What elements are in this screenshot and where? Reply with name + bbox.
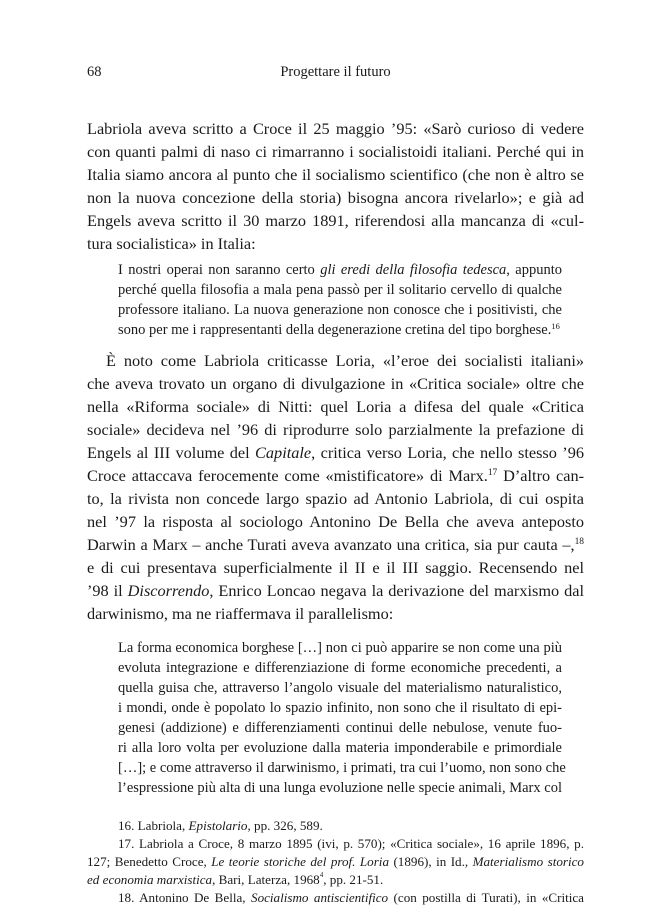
body-line: tura socialistica» in Italia: (87, 234, 256, 253)
body-line: con quanti palmi di naso ci rimarranno i socialistoidi italiani. Perché qui in (87, 142, 584, 161)
body-line: Darwin a Marx – anche Turati aveva avanzato una critica, sia pur cauta –,$^{18}$ (87, 535, 584, 554)
body-line: darwinismo, ma ne riaffermava il parallelismo: (87, 604, 394, 623)
footnote-17-line: 127; Benedetto Croce, Le teorie storiche del prof. Loria (1896), in Id., Materialismo storico (87, 854, 584, 869)
footnote-ref-16: 16 (551, 321, 560, 331)
body-line: non la nuova concezione della storia) bisogna ancora rivelarlo»; e già ad (87, 188, 584, 207)
quote-line: perché quella filosofia a mala pena passò per il solitario cervello di qualche (118, 282, 562, 298)
body-line: Labriola aveva scritto a Croce il 25 maggio ’95: «Sarò curioso di vedere (87, 119, 584, 138)
running-head (87, 62, 584, 82)
quote-line: ri alla loro volta per evoluzione dalla materia imponderabile e primordiale (118, 740, 562, 756)
quote-line: professore italiano. La nuova generazione non conosce che i positivisti, che (118, 302, 562, 318)
body-line: to, la rivista non concede largo spazio ad Antonio Labriola, di cui ospita (87, 489, 584, 508)
quote-line: evoluta integrazione e differenziazione di forme economiche precedenti, a (118, 660, 562, 676)
quote-line: quella guisa che, attraverso l’angolo visuale del materialismo naturalistico, (118, 680, 562, 696)
body-line: È noto come Labriola criticasse Loria, «l’eroe dei socialisti italiani» (106, 351, 584, 370)
footnote-17: 17. Labriola a Croce, 8 marzo 1895 (ivi, p. 570); «Critica sociale», 16 aprile 1896, p. (118, 836, 584, 851)
quote-line: […]; e come attraverso il darwinismo, i primati, tra cui l’uomo, non sono che (118, 760, 566, 776)
body-line: nella «Riforma sociale» di Nitti: quel Loria a difesa del quale «Critica (87, 397, 584, 416)
body-line: Engels al III volume del Capitale, critica verso Loria, che nello stesso ’96 (87, 443, 584, 462)
body-line: sociale» decideva nel ’96 di riprodurre solo parzialmente la prefazione di (87, 420, 584, 439)
footnote-18: 18. Antonino De Bella, Socialismo antiscientifico (con postilla di Turati), in «Critica (118, 890, 584, 905)
body-line: che aveva trovato un organo di divulgazione in «Critica sociale» oltre che (87, 374, 584, 393)
quote-line: genesi (addizione) e differenziamenti continui delle nebulose, venute fuo- (118, 720, 562, 736)
page-number: 68 (87, 64, 102, 80)
quote-line: l’espressione più alta di una lunga evoluzione nelle specie animali, Marx col (118, 780, 562, 796)
quote-line: La forma economica borghese […] non ci può apparire se non come una più (118, 640, 562, 656)
footnote-16: 16. Labriola, Epistolario, pp. 326, 589. (118, 818, 323, 833)
body-line: Italia siamo ancora al punto che il socialismo scientifico (che non è altro se (87, 165, 584, 184)
body-line: Engels aveva scritto il 30 marzo 1891, riferendosi alla mancanza di «cul- (87, 211, 584, 230)
body-line: Croce attaccava ferocemente come «mistificatore» di Marx.$^{17}$ D’altro can- (87, 466, 585, 485)
quote-line: i mondi, onde è popolato lo spazio infinito, non sono che il risultato di epi- (118, 700, 562, 716)
quote-line: sono per me i rappresentanti della degenerazione cretina del tipo borghese.$^{16}$ (118, 321, 560, 338)
running-title: Progettare il futuro (280, 64, 391, 80)
footnote-ref-18: 18 (574, 537, 584, 548)
quote-line: I nostri operai non saranno certo gli eredi della filosofia tedesca, appunto (118, 262, 562, 278)
footnote-ref-17: 17 (487, 468, 498, 479)
body-line: e di cui presentava superficialmente il II e il III saggio. Recensendo nel (87, 558, 584, 577)
footnote-17-line: ed economia marxistica, Bari, Laterza, 1968$^4$, pp. 21-51. (87, 871, 384, 887)
body-line: nel ’97 la risposta al sociologo Antonino De Bella che aveva anteposto (87, 512, 584, 531)
body-line: ’98 il Discorrendo, Enrico Loncao negava la derivazione del marxismo dal (87, 581, 584, 600)
